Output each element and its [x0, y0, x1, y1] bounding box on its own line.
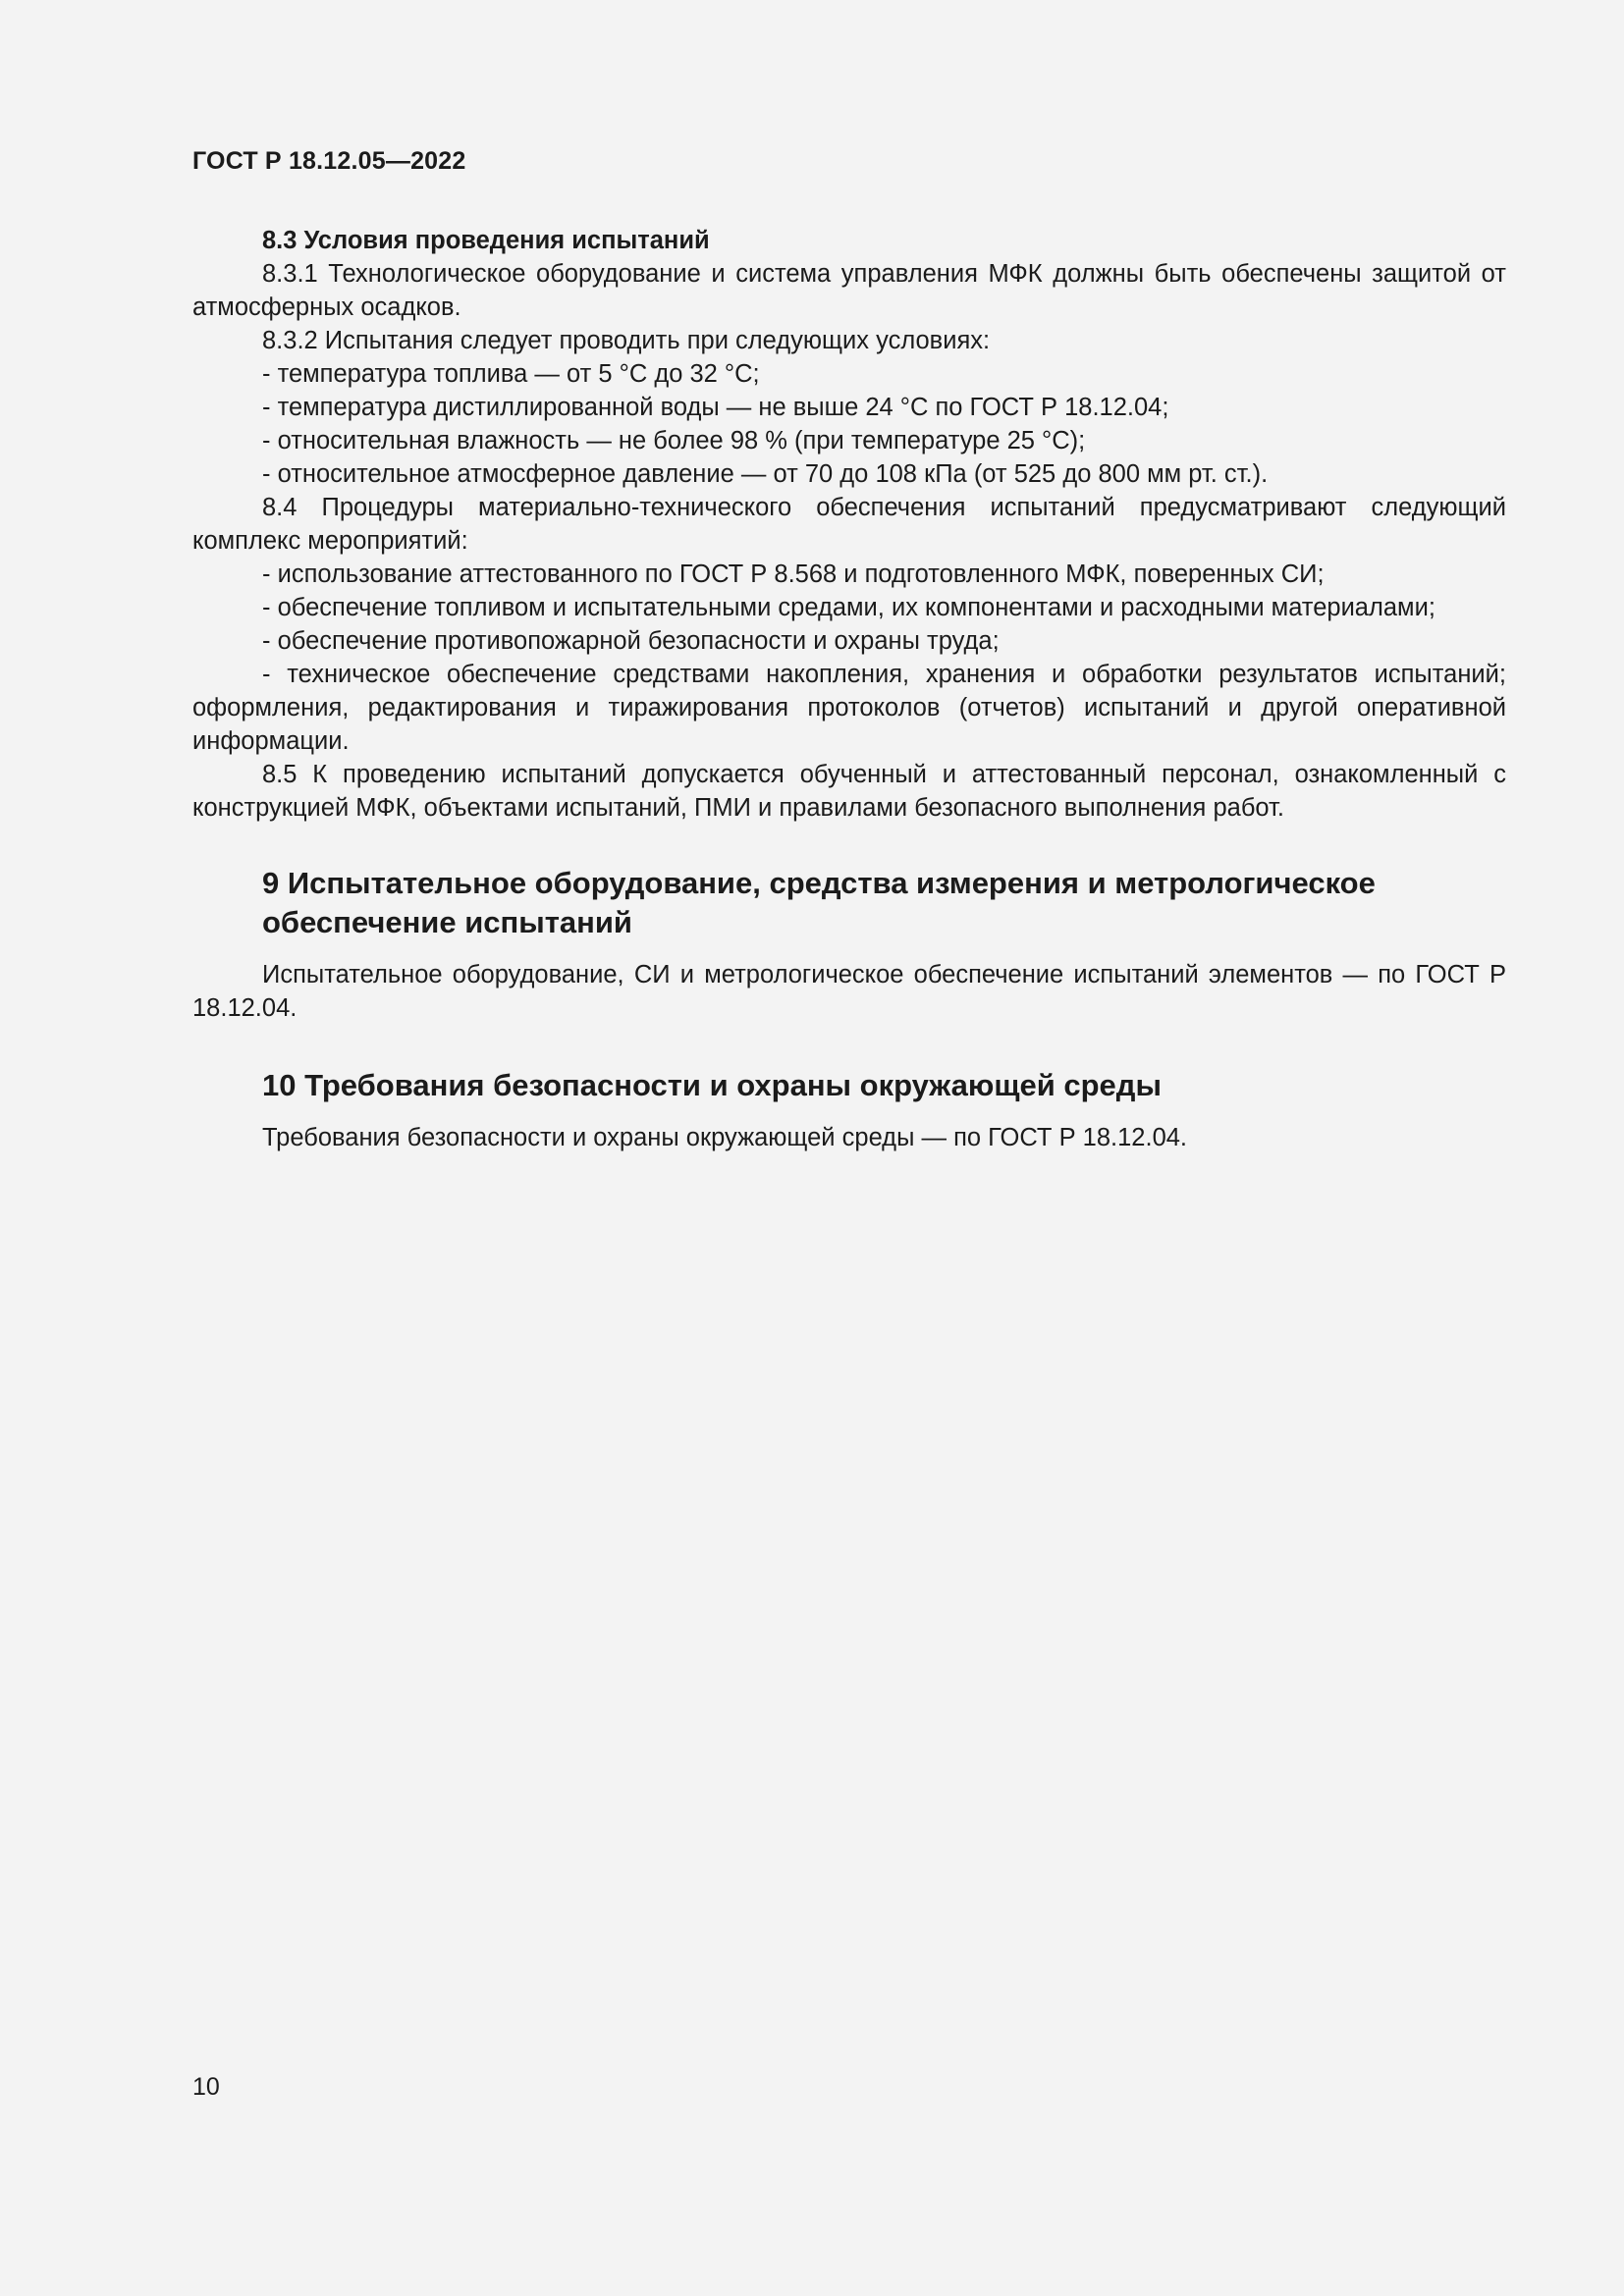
document-body: [192, 224, 1506, 1154]
list-item: - использование аттестованного по ГОСТ Р 8.568 и подготовленного МФК, поверенных СИ;: [262, 561, 1325, 588]
list-item: - относительная влажность — не более 98 % (при температуре 25 °С);: [262, 427, 1086, 454]
list-item: - температура дистиллированной воды — не выше 24 °С по ГОСТ Р 18.12.04;: [262, 394, 1169, 421]
list-item: - относительное атмосферное давление — от 70 до 108 кПа (от 525 до 800 мм рт. ст.).: [262, 460, 1269, 488]
section-9-title-line1: 9 Испытательное оборудование, средства измерения и метрологическое: [262, 866, 1376, 900]
page-number: 10: [192, 2073, 220, 2101]
section-8-3-title: 8.3 Условия проведения испытаний: [262, 227, 710, 254]
paragraph-9: Испытательное оборудование, СИ и метрологическое обеспечение испытаний элементов — по ГОСТ Р 18.12.04.: [192, 961, 1506, 1022]
paragraph-8-3-1: 8.3.1 Технологическое оборудование и система управления МФК должны быть обеспечены защитой от атмосферных осадков.: [192, 260, 1506, 321]
paragraph-8-4: 8.4 Процедуры материально-технического обеспечения испытаний предусматривают следующий комплекс мероприятий:: [192, 494, 1506, 555]
list-item: - обеспечение топливом и испытательными средами, их компонентами и расходными материалами;: [262, 594, 1435, 621]
list-item: - техническое обеспечение средствами накопления, хранения и обработки результатов испытаний; оформления, редактирования и тиражирования протоколов (отчетов) испытаний и другой оперативной информации.: [192, 661, 1506, 755]
list-item: - температура топлива — от 5 °С до 32 °С;: [262, 360, 760, 388]
paragraph-10: Требования безопасности и охраны окружающей среды — по ГОСТ Р 18.12.04.: [262, 1124, 1188, 1151]
section-10-title: 10 Требования безопасности и охраны окружающей среды: [262, 1068, 1162, 1102]
list-item: - обеспечение противопожарной безопасности и охраны труда;: [262, 627, 1000, 655]
section-9-title-line2: обеспечение испытаний: [262, 905, 632, 939]
section-9-title: [192, 864, 1506, 942]
paragraph-8-3-2: 8.3.2 Испытания следует проводить при следующих условиях:: [262, 327, 991, 354]
document-header: ГОСТ Р 18.12.05—2022: [192, 147, 466, 175]
paragraph-8-5: 8.5 К проведению испытаний допускается обученный и аттестованный персонал, ознакомленный с конструкцией МФК, объектами испытаний, ПМИ и правилами безопасного выполнения работ.: [192, 761, 1506, 822]
